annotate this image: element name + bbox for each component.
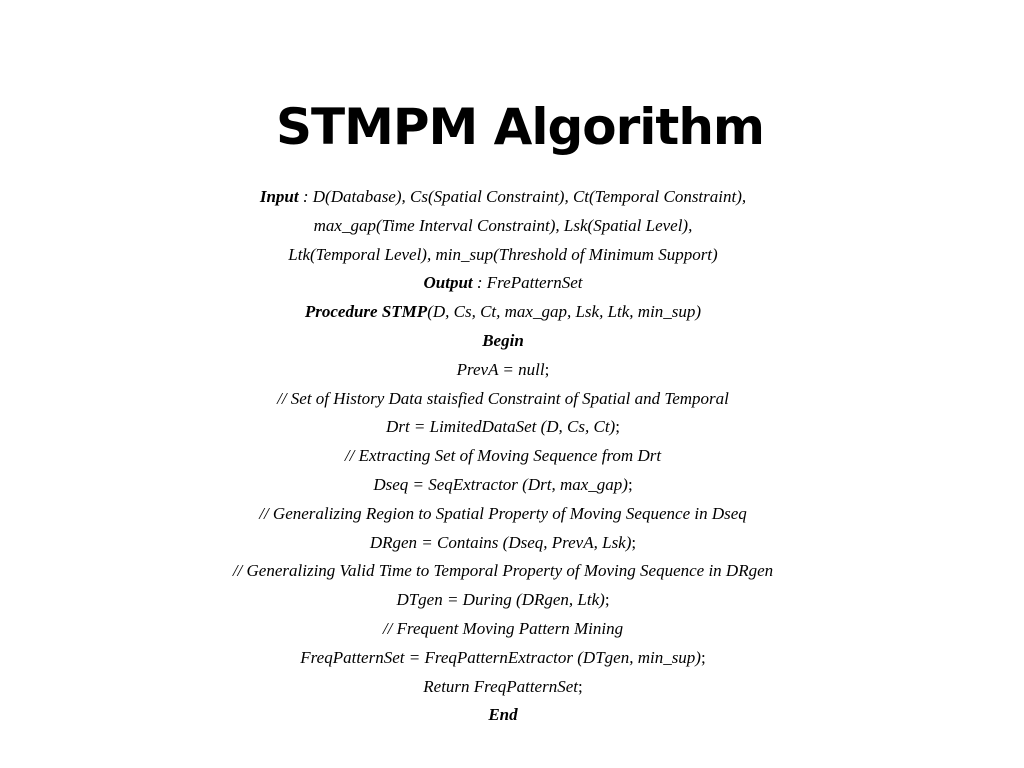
semicolon: ; (544, 359, 550, 379)
input-label: Input (259, 187, 299, 206)
semicolon: ; (700, 647, 706, 667)
drt-statement: Drt = LimitedDataSet (D, Cs, Ct) (386, 417, 616, 437)
drgen-statement: DRgen = Contains (Dseq, PrevA, Lsk) (369, 532, 632, 552)
semicolon: ; (604, 590, 610, 610)
input-line (0, 183, 1006, 212)
end-keyword: End (488, 705, 518, 725)
drgen-line (0, 529, 1006, 558)
procedure-line (0, 298, 1006, 327)
algorithm-body (0, 183, 1006, 730)
freq-line (0, 644, 1006, 673)
return-line (0, 673, 1006, 702)
semicolon: ; (615, 417, 620, 437)
output-line (0, 269, 1006, 298)
procedure-params: (D, Cs, Ct, max_gap, Lsk, Ltk, min_sup) (427, 302, 702, 322)
prev-a-line (0, 356, 1006, 385)
dtgen-statement: DTgen = During (DRgen, Ltk) (396, 590, 605, 610)
procedure-label: Procedure STMP (304, 302, 428, 322)
comment-time: // Generalizing Valid Time to Temporal Property of Moving Sequence in DRgen (232, 561, 774, 581)
dseq-line (0, 471, 1006, 500)
return-statement: Return FreqPatternSet (423, 676, 578, 696)
output-text: : FrePatternSet (472, 273, 583, 293)
drt-line (0, 413, 1006, 442)
semicolon: ; (627, 474, 633, 494)
slide-title: STMPM Algorithm (275, 98, 765, 156)
input-continuation-1: max_gap(Time Interval Constraint), Lsk(Spatial Level), (313, 215, 693, 235)
dtgen-line (0, 586, 1006, 615)
comment-history: // Set of History Data staisfied Constraint of Spatial and Temporal (277, 388, 729, 408)
input-continuation-2: Ltk(Temporal Level), min_sup(Threshold of Minimum Support) (288, 244, 718, 264)
comment-extract: // Extracting Set of Moving Sequence from Drt (344, 446, 662, 466)
semicolon: ; (577, 676, 583, 696)
comment-mining: // Frequent Moving Pattern Mining (382, 618, 624, 638)
input-text: : D(Database), Cs(Spatial Constraint), Ct(Temporal Constraint), (298, 187, 747, 206)
output-label: Output (423, 273, 473, 293)
begin-keyword: Begin (482, 330, 524, 350)
semicolon: ; (631, 532, 637, 552)
comment-region: // Generalizing Region to Spatial Property of Moving Sequence in Dseq (259, 503, 747, 523)
prev-a-statement: PrevA = null (456, 359, 545, 379)
dseq-statement: Dseq = SeqExtractor (Drt, max_gap) (373, 474, 628, 494)
freq-statement: FreqPatternSet = FreqPatternExtractor (DTgen, min_sup) (300, 647, 701, 667)
